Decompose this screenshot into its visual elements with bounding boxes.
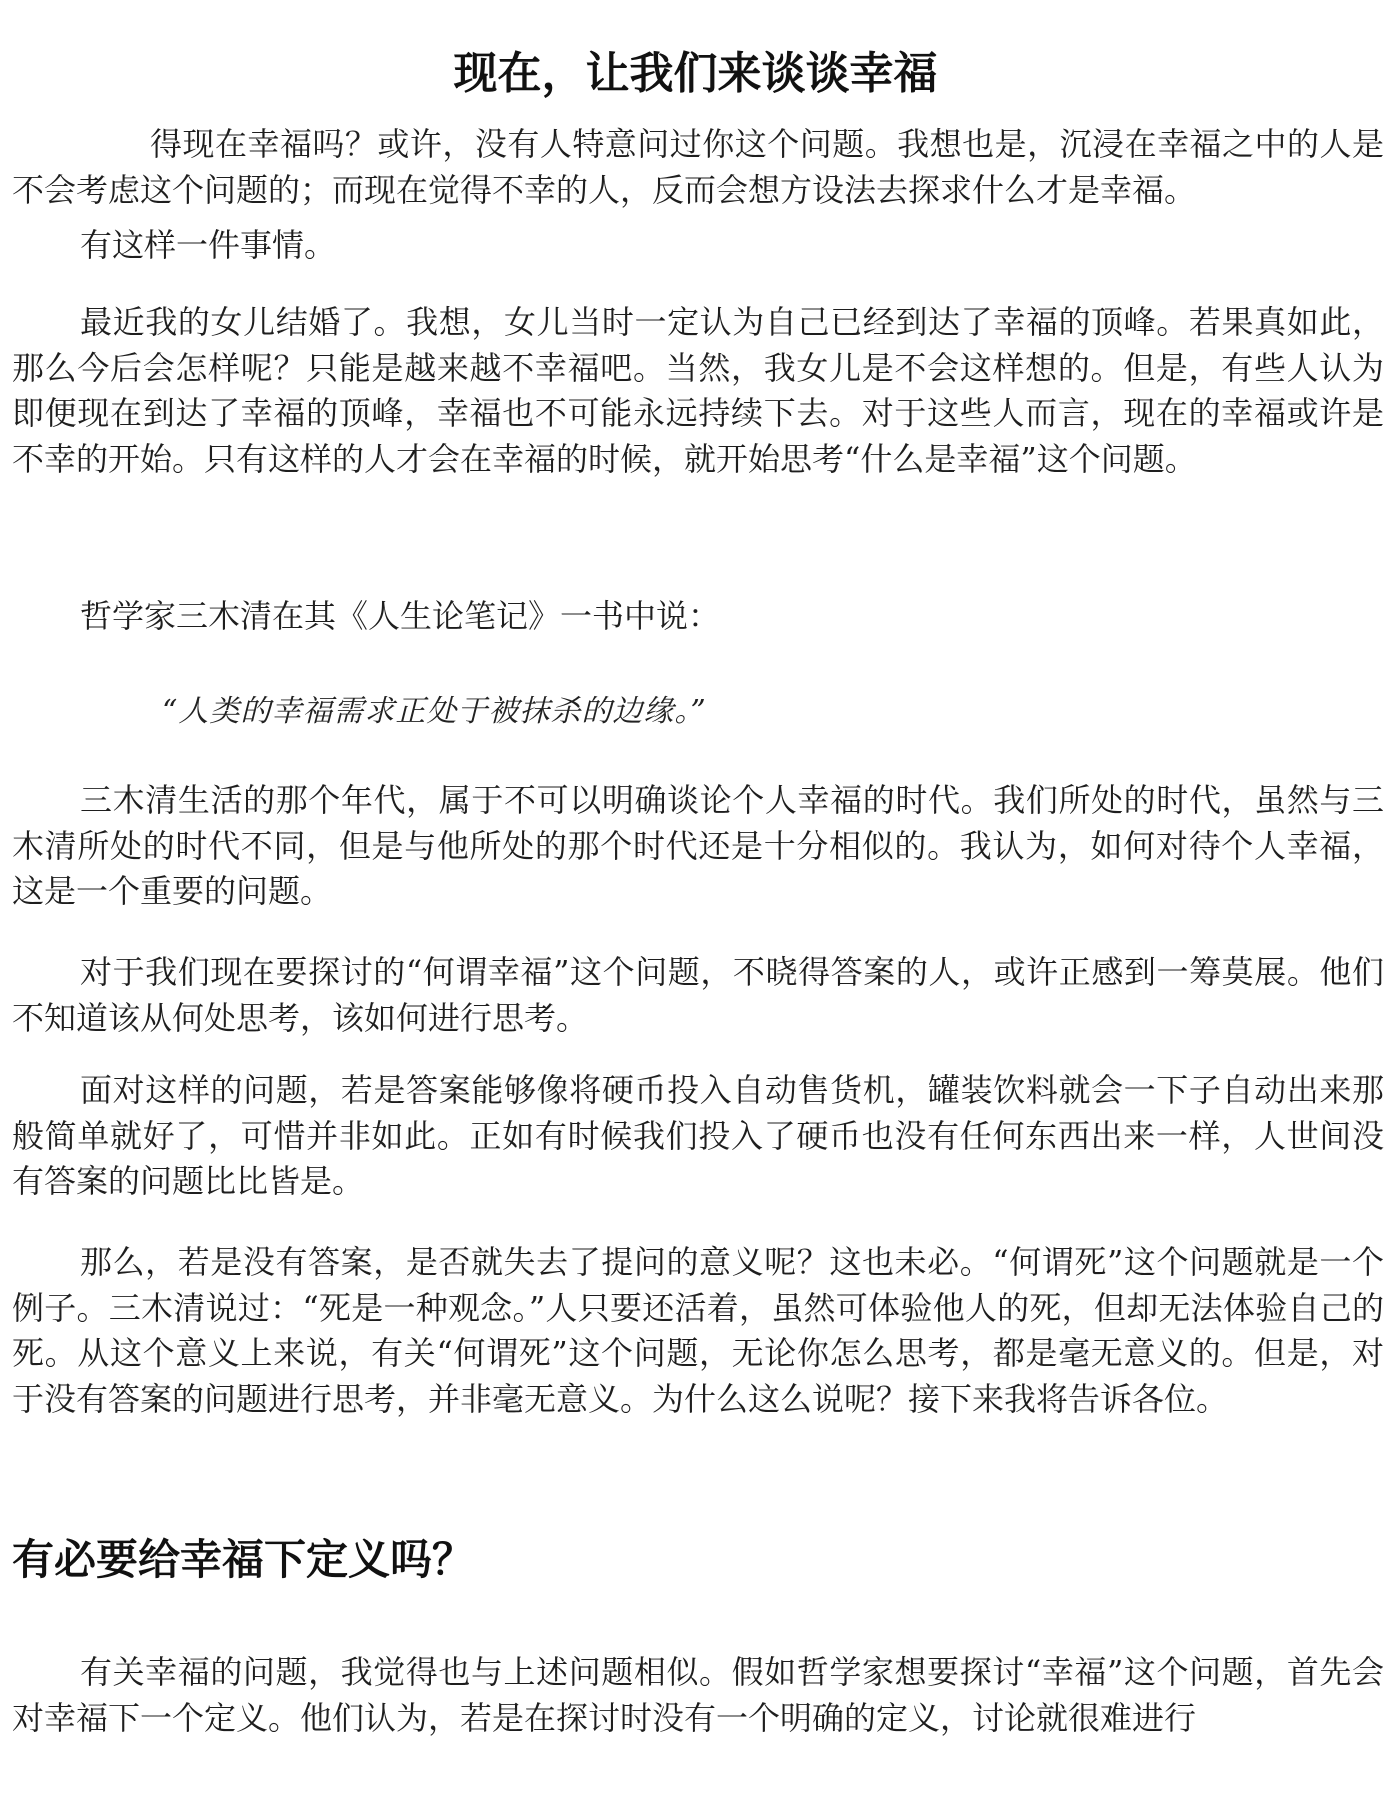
page-title: 现在，让我们来谈谈幸福 [453,48,938,100]
quotation: “人类的幸福需求正处于被抹杀的边缘。” [162,694,707,729]
paragraph-9: 有关幸福的问题，我觉得也与上述问题相似。假如哲学家想要探讨“幸福”这个问题，首先会对幸福下一个定义。他们认为，若是在探讨时没有一个明确的定义，讨论就很难进行 [12,1653,1384,1737]
paragraph-7: 面对这样的问题，若是答案能够像将硬币投入自动售货机，罐装饮料就会一下子自动出来那般简单就好了，可惜并非如此。正如有时候我们投入了硬币也没有任何东西出来一样，人世间没有答案的问题比比皆是。 [12,1071,1384,1200]
paragraph-2: 有这样一件事情。 [80,226,337,264]
paragraph-4: 哲学家三木清在其《人生论笔记》一书中说： [80,597,721,635]
paragraph-3: 最近我的女儿结婚了。我想，女儿当时一定认为自己已经到达了幸福的顶峰。若果真如此，那么今后会怎样呢？只能是越来越不幸福吧。当然，我女儿是不会这样想的。但是，有些人认为即便现在到达了幸福的顶峰，幸福也不可能永远持续下去。对于这些人而言，现在的幸福或许是不幸的开始。只有这样的人才会在幸福的时候，就开始思考“什么是幸福”这个问题。 [12,303,1384,478]
paragraph-6: 对于我们现在要探讨的“何谓幸福”这个问题，不晓得答案的人，或许正感到一筹莫展。他们不知道该从何处思考，该如何进行思考。 [12,953,1384,1037]
section-heading: 有必要给幸福下定义吗？ [12,1535,475,1584]
paragraph-8: 那么，若是没有答案，是否就失去了提问的意义呢？这也未必。“何谓死”这个问题就是一个例子。三木清说过：“死是一种观念。”人只要还活着，虽然可体验他人的死，但却无法体验自己的死。从这个意义上来说，有关“何谓死”这个问题，无论你怎么思考，都是毫无意义的。但是，对于没有答案的问题进行思考，并非毫无意义。为什么这么说呢？接下来我将告诉各位。 [12,1243,1384,1418]
paragraph-5: 三木清生活的那个年代，属于不可以明确谈论个人幸福的时代。我们所处的时代，虽然与三木清所处的时代不同，但是与他所处的那个时代还是十分相似的。我认为，如何对待个人幸福，这是一个重要的问题。 [12,781,1384,910]
paragraph-1: 得现在幸福吗？或许，没有人特意问过你这个问题。我想也是，沉浸在幸福之中的人是不会考虑这个问题的；而现在觉得不幸的人，反而会想方设法去探求什么才是幸福。 [12,125,1384,209]
